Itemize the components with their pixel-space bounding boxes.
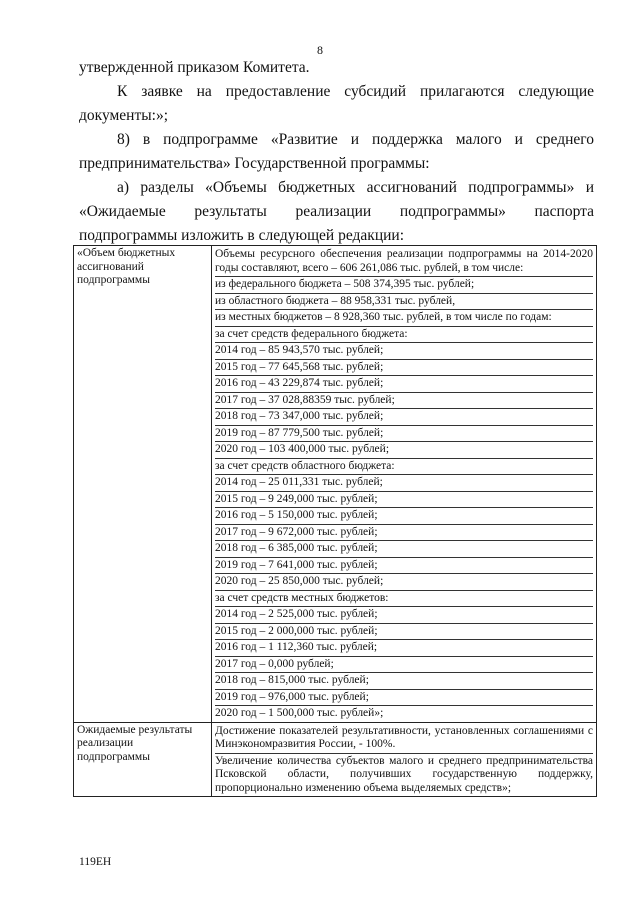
table-line: 2016 год – 1 112,360 тыс. рублей; [215, 640, 593, 657]
table-line: 2014 год – 85 943,570 тыс. рублей; [215, 343, 593, 360]
paragraph-2: К заявке на предоставление субсидий прилагаются следующие документы:»; [79, 83, 594, 124]
table-line: 2020 год – 1 500,000 тыс. рублей»; [215, 707, 384, 719]
results-label-cell [74, 722, 212, 797]
table-line: 2020 год – 103 400,000 тыс. рублей; [215, 442, 593, 459]
table-line: 2016 год – 43 229,874 тыс. рублей; [215, 376, 593, 393]
table-line: 2017 год – 9 672,000 тыс. рублей; [215, 525, 593, 542]
budget-label: «Объем бюджетных ассигнований подпрограммы [77, 247, 176, 286]
table-line: за счет средств федерального бюджета: [215, 327, 593, 344]
table-line: за счет средств областного бюджета: [215, 459, 593, 476]
table-line: 2015 год – 77 645,568 тыс. рублей; [215, 360, 593, 377]
table-line: 2018 год – 73 347,000 тыс. рублей; [215, 409, 593, 426]
table-row-budget [74, 246, 597, 723]
table-line: за счет средств местных бюджетов: [215, 591, 593, 608]
table-line: Объемы ресурсного обеспечения реализации подпрограммы на 2014-2020 годы составляют, всего – 606 261,086 тыс. рублей, в том числе: [215, 247, 593, 277]
table-line: Достижение показателей результативности, установленных соглашениями с Минэкономразвития России, - 100%. [215, 724, 593, 754]
table-line: 2015 год – 2 000,000 тыс. рублей; [215, 624, 593, 641]
table-line: 2019 год – 7 641,000 тыс. рублей; [215, 558, 593, 575]
table-line: 2015 год – 9 249,000 тыс. рублей; [215, 492, 593, 509]
table-line: 2018 год – 6 385,000 тыс. рублей; [215, 541, 593, 558]
table-line: из областного бюджета – 88 958,331 тыс. рублей, [215, 294, 593, 311]
results-label: Ожидаемые результаты реализации подпрограммы [77, 723, 193, 763]
table-line: из федерального бюджета – 508 374,395 тыс. рублей; [215, 277, 593, 294]
table-line: 2017 год – 0,000 рублей; [215, 657, 593, 674]
document-footer-code: 119ЕН [79, 856, 112, 868]
paragraph-3: 8) в подпрограмме «Развитие и поддержка малого и среднего предпринимательства» Государственной программы: [79, 131, 594, 172]
table-line: 2016 год – 5 150,000 тыс. рублей; [215, 508, 593, 525]
table-line: Увеличение количества субъектов малого и среднего предпринимательства Псковской области, получивших государственную поддержку, пропорционально изменению объема выделяемых средств»; [215, 754, 593, 794]
page-number: 8 [317, 43, 323, 57]
paragraph-1: утвержденной приказом Комитета. [79, 59, 310, 76]
table-row-results [74, 722, 597, 797]
table-line: 2017 год – 37 028,88359 тыс. рублей; [215, 393, 593, 410]
table-line: 2019 год – 87 779,500 тыс. рублей; [215, 426, 593, 443]
table-line: 2020 год – 25 850,000 тыс. рублей; [215, 574, 593, 591]
budget-content-cell [212, 246, 597, 723]
budget-label-cell [74, 246, 212, 723]
passport-table [73, 245, 597, 797]
table-line: 2019 год – 976,000 тыс. рублей; [215, 690, 593, 707]
paragraph-4: а) разделы «Объемы бюджетных ассигнований подпрограммы» и «Ожидаемые результаты реализации подпрограммы» паспорта подпрограммы изложить в следующей редакции: [79, 179, 594, 244]
table-line: из местных бюджетов – 8 928,360 тыс. рублей, в том числе по годам: [215, 310, 593, 327]
table-line: 2014 год – 25 011,331 тыс. рублей; [215, 475, 593, 492]
results-content-cell [212, 722, 597, 797]
table-line: 2014 год – 2 525,000 тыс. рублей; [215, 607, 593, 624]
table-line: 2018 год – 815,000 тыс. рублей; [215, 673, 593, 690]
